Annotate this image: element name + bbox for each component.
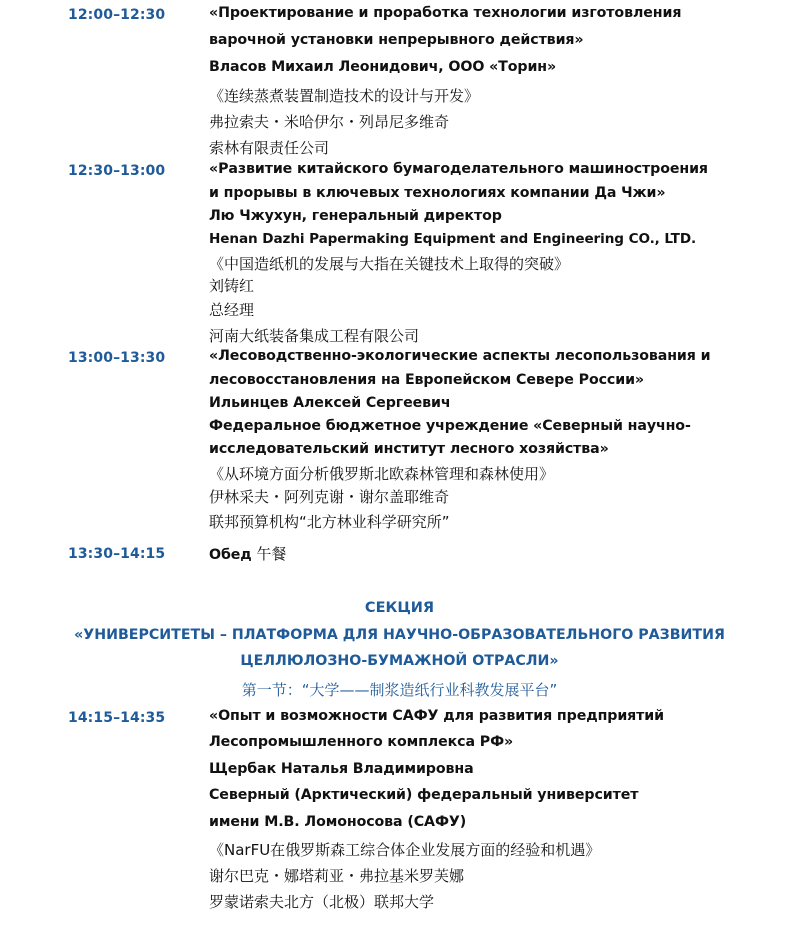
- organization: Федеральное бюджетное учреждение «Северный научно-: [209, 418, 691, 434]
- time-slot: 12:00–12:30: [68, 7, 166, 23]
- talk-title: варочной установки непрерывного действия»: [209, 32, 584, 48]
- time-slot: 13:00–13:30: [68, 350, 166, 366]
- talk-title: «Проектирование и проработка технологии изготовления: [209, 5, 682, 21]
- speaker: Лю Чжухун, генеральный директор: [209, 208, 502, 224]
- talk-title-cn: 《连续蒸煮装置制造技术的设计与开发》: [209, 87, 480, 105]
- speaker-cn: 弗拉索夫・米哈伊尔・列昂尼多维奇: [209, 113, 450, 131]
- talk-title: «Развитие китайского бумагоделательного машиностроения: [209, 161, 708, 177]
- position-cn: 总经理: [209, 301, 255, 319]
- lunch-label-ru: Обед: [209, 547, 252, 563]
- section-title: «УНИВЕРСИТЕТЫ – ПЛАТФОРМА ДЛЯ НАУЧНО-ОБРАЗОВАТЕЛЬНОГО РАЗВИТИЯ: [74, 627, 725, 643]
- lunch-label-cn: 午餐: [251, 545, 287, 563]
- speaker: Власов Михаил Леонидович, ООО «Торин»: [209, 59, 557, 75]
- talk-title-cn: 《中国造纸机的发展与大指在关键技术上取得的突破》: [209, 255, 570, 273]
- organization: имени М.В. Ломоносова (САФУ): [209, 814, 467, 830]
- talk-title: «Лесоводственно-экологические аспекты лесопользования и: [209, 348, 711, 364]
- talk-title: и прорывы в ключевых технологиях компании Да Чжи»: [209, 185, 666, 201]
- organization: Henan Dazhi Papermaking Equipment and Engineering CO., LTD.: [209, 231, 697, 247]
- time-slot: 13:30–14:15: [68, 546, 166, 562]
- lunch-label: [209, 543, 286, 564]
- speaker-cn: 刘铸红: [209, 277, 255, 295]
- talk-title: Лесопромышленного комплекса РФ»: [209, 734, 514, 750]
- organization: исследовательский институт лесного хозяйства»: [209, 441, 609, 457]
- organization: Северный (Арктический) федеральный университет: [209, 787, 639, 803]
- section-subtitle-cn: 第一节：“大学——制浆造纸行业科教发展平台”: [241, 681, 558, 699]
- organization-cn: 联邦预算机构“北方林业科学研究所”: [209, 513, 450, 531]
- speaker-cn: 伊林采夫・阿列克谢・谢尔盖耶维奇: [209, 488, 450, 506]
- organization-cn: 罗蒙诺索夫北方（北极）联邦大学: [209, 893, 435, 911]
- organization-cn: 索林有限责任公司: [209, 139, 330, 157]
- organization-cn: 河南大纸装备集成工程有限公司: [209, 327, 420, 345]
- time-slot: 14:15–14:35: [68, 710, 166, 726]
- talk-title: «Опыт и возможности САФУ для развития предприятий: [209, 708, 664, 724]
- speaker-cn: 谢尔巴克・娜塔莉亚・弗拉基米罗芙娜: [209, 867, 465, 885]
- talk-title-cn: 《从环境方面分析俄罗斯北欧森林管理和森林使用》: [209, 465, 555, 483]
- talk-title: лесовосстановления на Европейском Севере России»: [209, 372, 644, 388]
- section-label: СЕКЦИЯ: [364, 600, 435, 616]
- talk-title-cn: 《NarFU在俄罗斯森工综合体企业发展方面的经验和机遇》: [209, 841, 601, 859]
- section-title: ЦЕЛЛЮЛОЗНО-БУМАЖНОЙ ОТРАСЛИ»: [240, 653, 559, 669]
- speaker: Щербак Наталья Владимировна: [209, 761, 474, 777]
- speaker: Ильинцев Алексей Сергеевич: [209, 395, 451, 411]
- time-slot: 12:30–13:00: [68, 163, 166, 179]
